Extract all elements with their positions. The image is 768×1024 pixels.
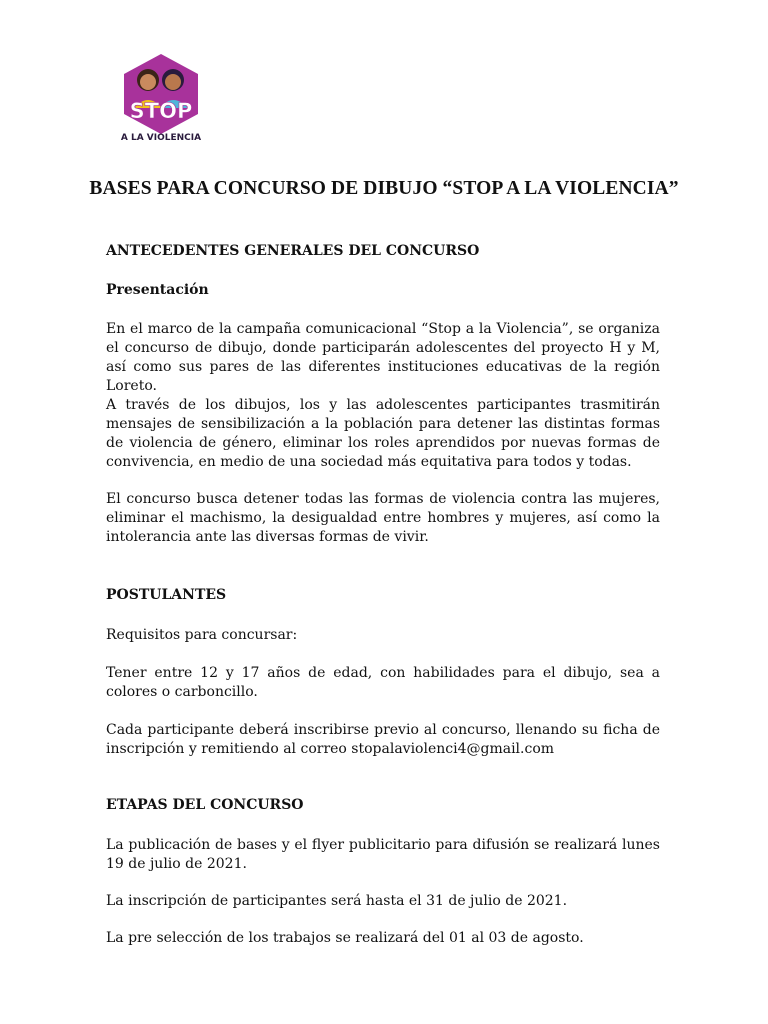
heading-presentacion: Presentación [106, 282, 209, 298]
paragraph-requisitos: Requisitos para concursar: [106, 627, 298, 643]
document-title: BASES PARA CONCURSO DE DIBUJO “STOP A LA VIOLENCIA” [89, 178, 679, 199]
heading-etapas: ETAPAS DEL CONCURSO [106, 797, 304, 813]
paragraph-presentacion-1: En el marco de la campaña comunicacional “Stop a la Violencia”, se organiza el concurso de dibujo, donde participarán adolescentes del proyecto H y M, así como sus pares de las diferentes instituciones educativas de la región Loreto. [106, 321, 660, 394]
heading-antecedentes: ANTECEDENTES GENERALES DEL CONCURSO [106, 243, 480, 259]
paragraph-presentacion-3: El concurso busca detener todas las formas de violencia contra las mujeres, eliminar el machismo, la desigualdad entre hombres y mujeres, así como la intolerancia ante las diversas formas de vivir. [106, 491, 660, 545]
paragraph-edad: Tener entre 12 y 17 años de edad, con habilidades para el dibujo, sea a colores o carboncillo. [106, 665, 660, 700]
logo-stop-text: STOP [129, 99, 193, 123]
paragraph-fecha-inscripcion: La inscripción de participantes será hasta el 31 de julio de 2021. [106, 893, 568, 909]
paragraph-preseleccion: La pre selección de los trabajos se realizará del 01 al 03 de agosto. [106, 930, 584, 946]
paragraph-inscripcion: Cada participante deberá inscribirse previo al concurso, llenando su ficha de inscripción y remitiendo al correo stopalaviolenci4@gmail.com [106, 722, 660, 757]
heading-postulantes: POSTULANTES [106, 587, 227, 603]
stop-violence-logo [118, 52, 204, 146]
paragraph-presentacion-2: A través de los dibujos, los y las adolescentes participantes trasmitirán mensajes de sensibilización a la población para detener las distintas formas de violencia de género, eliminar los roles aprendidos por nuevas formas de convivencia, en medio de una sociedad más equitativa para todos y todas. [106, 397, 660, 470]
paragraph-publicacion: La publicación de bases y el flyer publicitario para difusión se realizará lunes 19 de julio de 2021. [106, 837, 660, 872]
logo-subtitle-text: A LA VIOLENCIA [120, 133, 202, 143]
